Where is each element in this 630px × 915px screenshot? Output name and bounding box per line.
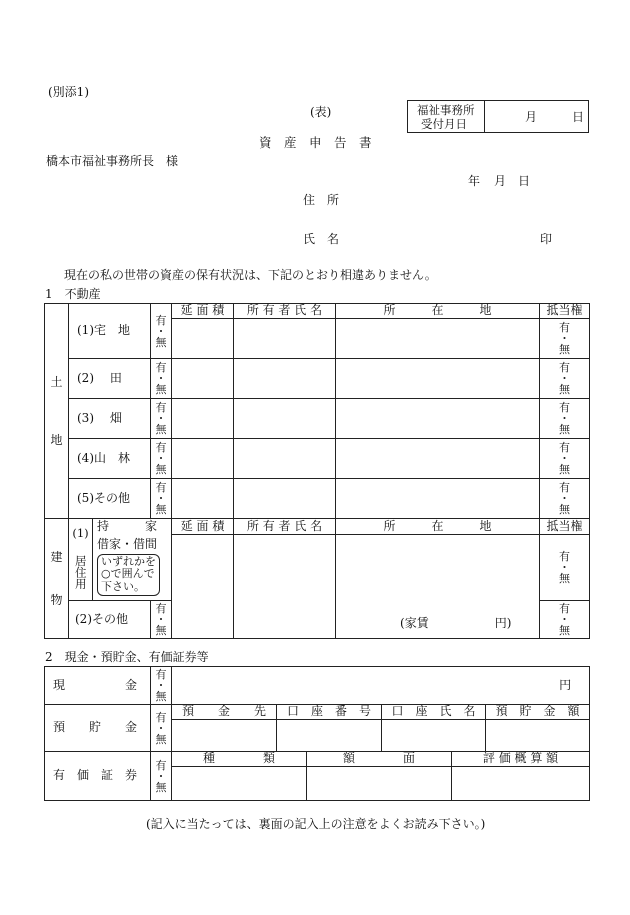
location-cell[interactable] (336, 479, 540, 519)
land-row-ari-nashi[interactable]: 有 ・ 無 (151, 304, 172, 359)
owner-name-cell[interactable] (234, 439, 336, 479)
date-month: 月 (494, 174, 507, 188)
land-row-label: (1)宅 地 (69, 304, 151, 359)
date-year: 年 (468, 174, 481, 188)
header-deposit-bank: 預 金 先 (172, 705, 277, 720)
floor-area-cell[interactable] (172, 439, 234, 479)
securities-label: 有 価 証 券 (45, 752, 151, 801)
owner-name-cell[interactable] (234, 359, 336, 399)
face-value-cell[interactable] (307, 767, 452, 801)
mortgage-ari-nashi[interactable]: 有 ・ 無 (540, 439, 590, 479)
mortgage-ari-nashi[interactable]: 有 ・ 無 (540, 601, 590, 639)
building-table (44, 518, 590, 639)
cash-ari-nashi[interactable]: 有 ・ 無 (151, 667, 172, 705)
attachment-label: (別添1) (48, 85, 89, 99)
header-face-value: 額 面 (307, 752, 452, 767)
declaration-text: 現在の私の世帯の資産の保有状況は、下記のとおり相違ありません。 (64, 268, 437, 282)
assets-table (44, 666, 590, 801)
location-cell[interactable] (336, 439, 540, 479)
floor-area-cell[interactable] (172, 399, 234, 439)
residence-use-label: (1) 居住用 (69, 519, 93, 601)
header-mortgage: 抵当権 (540, 519, 590, 535)
building-label: 建 物 (45, 519, 69, 639)
reception-stamp-box (407, 100, 589, 133)
owner-name-cell[interactable] (234, 399, 336, 439)
floor-area-cell[interactable] (172, 535, 234, 639)
reception-label-1: 福祉事務所 (417, 103, 475, 117)
location-cell[interactable] (336, 359, 540, 399)
header-mortgage: 抵当権 (540, 304, 590, 319)
header-owner-name: 所 有 者 氏 名 (234, 519, 336, 535)
mortgage-ari-nashi[interactable]: 有 ・ 無 (540, 479, 590, 519)
location-cell[interactable] (336, 319, 540, 359)
header-savings-amount: 預 貯 金 額 (486, 705, 590, 720)
mortgage-ari-nashi[interactable]: 有 ・ 無 (540, 535, 590, 601)
section1-title: 1 不動産 (45, 287, 101, 301)
floor-area-cell[interactable] (172, 479, 234, 519)
savings-ari-nashi[interactable]: 有 ・ 無 (151, 705, 172, 752)
side-label: (表) (310, 105, 332, 119)
address-label: 住 所 (303, 193, 340, 207)
reception-label-2: 受付月日 (421, 117, 467, 131)
savings-label: 預 貯 金 (45, 705, 151, 752)
header-location: 所 在 地 (336, 519, 540, 535)
reception-month: 月 (525, 110, 538, 124)
land-row-label: (5)その他 (69, 479, 151, 519)
residence-rent-option[interactable]: 借家・借間 いずれかを ○で囲んで 下さい。 (93, 535, 172, 601)
cash-amount-field[interactable]: 円 (172, 667, 590, 705)
mortgage-ari-nashi[interactable]: 有 ・ 無 (540, 399, 590, 439)
header-location: 所 在 地 (336, 304, 540, 319)
header-estimated-value: 評 価 概 算 額 (452, 752, 590, 767)
deposit-bank-cell[interactable] (172, 720, 277, 752)
name-label: 氏 名 (303, 232, 340, 246)
savings-amount-cell[interactable] (486, 720, 590, 752)
floor-area-cell[interactable] (172, 319, 234, 359)
securities-ari-nashi[interactable]: 有 ・ 無 (151, 752, 172, 801)
account-number-cell[interactable] (277, 720, 382, 752)
land-row-label: (3) 畑 (69, 399, 151, 439)
mortgage-ari-nashi[interactable]: 有 ・ 無 (540, 359, 590, 399)
addressee: 橋本市福祉事務所長 様 (46, 154, 179, 168)
location-cell[interactable] (336, 399, 540, 439)
land-row-ari-nashi[interactable]: 有 ・ 無 (151, 439, 172, 479)
real-estate-table (44, 303, 590, 519)
document-title: 資 産 申 告 書 (259, 135, 372, 150)
land-label: 土 地 (45, 304, 69, 519)
account-name-cell[interactable] (382, 720, 486, 752)
building-location-cell[interactable]: (家賃 円) (336, 535, 540, 639)
seal-label: 印 (540, 232, 553, 246)
residence-note: いずれかを ○で囲んで 下さい。 (97, 554, 160, 596)
floor-area-cell[interactable] (172, 359, 234, 399)
footer-note: (記入に当たっては、裏面の記入上の注意をよくお読み下さい。) (146, 817, 486, 831)
land-row-ari-nashi[interactable]: 有 ・ 無 (151, 479, 172, 519)
date-day: 日 (518, 174, 531, 188)
land-row-ari-nashi[interactable]: 有 ・ 無 (151, 359, 172, 399)
owner-name-cell[interactable] (234, 319, 336, 359)
cash-label: 現 金 (45, 667, 151, 705)
header-securities-type: 種 類 (172, 752, 307, 767)
residence-own-option[interactable]: 持 家 (93, 519, 172, 535)
estimated-value-cell[interactable] (452, 767, 590, 801)
land-row-ari-nashi[interactable]: 有 ・ 無 (151, 399, 172, 439)
header-account-number: 口 座 番 号 (277, 705, 382, 720)
header-owner-name: 所 有 者 氏 名 (234, 304, 336, 319)
header-floor-area: 延 面 積 (172, 304, 234, 319)
securities-type-cell[interactable] (172, 767, 307, 801)
land-row-label: (2) 田 (69, 359, 151, 399)
building-other-ari-nashi[interactable]: 有 ・ 無 (151, 601, 172, 639)
header-account-name: 口 座 氏 名 (382, 705, 486, 720)
header-floor-area: 延 面 積 (172, 519, 234, 535)
reception-day: 日 (572, 110, 585, 124)
mortgage-ari-nashi[interactable]: 有 ・ 無 (540, 319, 590, 359)
land-row-label: (4)山 林 (69, 439, 151, 479)
building-other-label: (2)その他 (69, 601, 151, 639)
owner-name-cell[interactable] (234, 479, 336, 519)
owner-name-cell[interactable] (234, 535, 336, 639)
section2-title: 2 現金・預貯金、有価証券等 (45, 650, 209, 664)
